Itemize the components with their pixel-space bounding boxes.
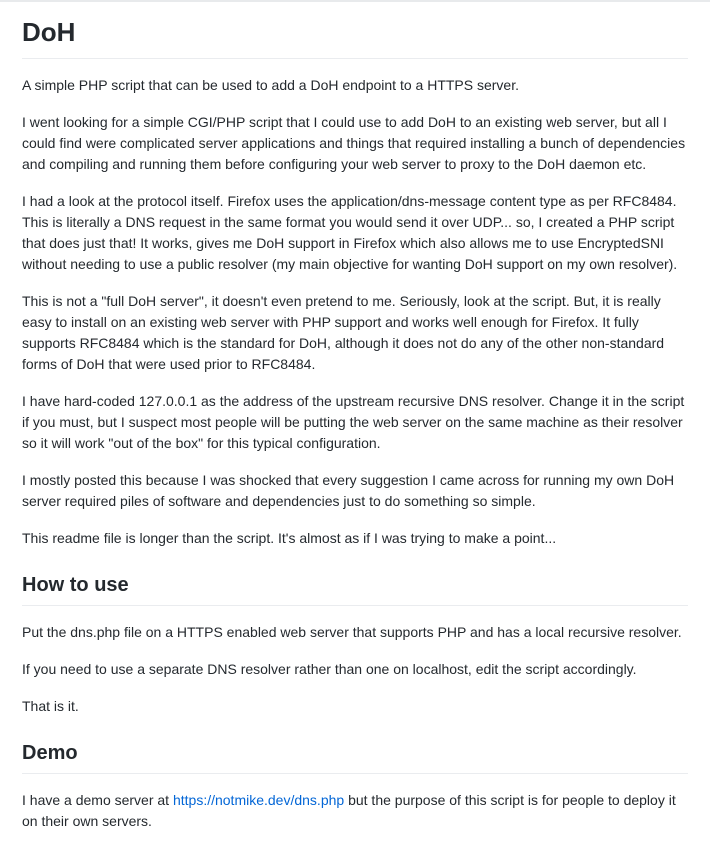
paragraph-protocol: I had a look at the protocol itself. Firefox uses the application/dns-message content type as per RFC8484. This is literally a DNS request in the same format you would send it over UDP... so, I created a PHP script that does just that! It works, gives me DoH support in Firefox which also allows me to use EncryptedSNI without needing to use a public resolver (my main objective for wanting DoH support on my own resolver).	[22, 192, 678, 272]
paragraph-readme-longer: This readme file is longer than the script. It's almost as if I was trying to make a point...	[22, 529, 557, 546]
readme-document	[0, 2, 710, 868]
paragraph-hardcoded-resolver: I have hard-coded 127.0.0.1 as the address of the upstream recursive DNS resolver. Change it in the script if you must, but I suspect most people will be putting the web server on the same machine as their resolver so it will work "out of the box" for this typical configuration.	[22, 392, 685, 451]
howto-paragraph-separate-resolver: If you need to use a separate DNS resolver rather than one on localhost, edit the script accordingly.	[22, 660, 637, 677]
demo-text-after-link: but the purpose of this script is for people to deploy it on their own servers.	[22, 791, 676, 829]
paragraph-not-full-server: This is not a "full DoH server", it doesn't even pretend to me. Seriously, look at the script. But, it is really easy to install on an existing web server with PHP support and works well enough for Firefox. It fully supports RFC8484 which is the standard for DoH, although it does not do any of the other non-standard forms of DoH that were used prior to RFC8484.	[22, 292, 665, 372]
paragraph-search-story: I went looking for a simple CGI/PHP script that I could use to add DoH to an existing web server, but all I could find were complicated server applications and things that required installing a bunch of dependencies and compiling and running them before configuring your web server to proxy to the DoH daemon etc.	[22, 113, 686, 172]
section-heading-how-to-use: How to use	[22, 573, 688, 606]
section-heading-demo: Demo	[22, 741, 688, 774]
howto-paragraph-install: Put the dns.php file on a HTTPS enabled web server that supports PHP and has a local recursive resolver.	[22, 623, 682, 640]
demo-paragraph	[22, 790, 688, 832]
intro-paragraph: A simple PHP script that can be used to add a DoH endpoint to a HTTPS server.	[22, 76, 519, 93]
howto-paragraph-that-is-it: That is it.	[22, 697, 79, 714]
paragraph-why-posted: I mostly posted this because I was shocked that every suggestion I came across for running my own DoH server required piles of software and dependencies just to do something so simple.	[22, 471, 675, 509]
page-title: DoH	[22, 16, 688, 59]
demo-text-before-link: I have a demo server at	[22, 791, 173, 808]
demo-link[interactable]: https://notmike.dev/dns.php	[172, 791, 345, 808]
